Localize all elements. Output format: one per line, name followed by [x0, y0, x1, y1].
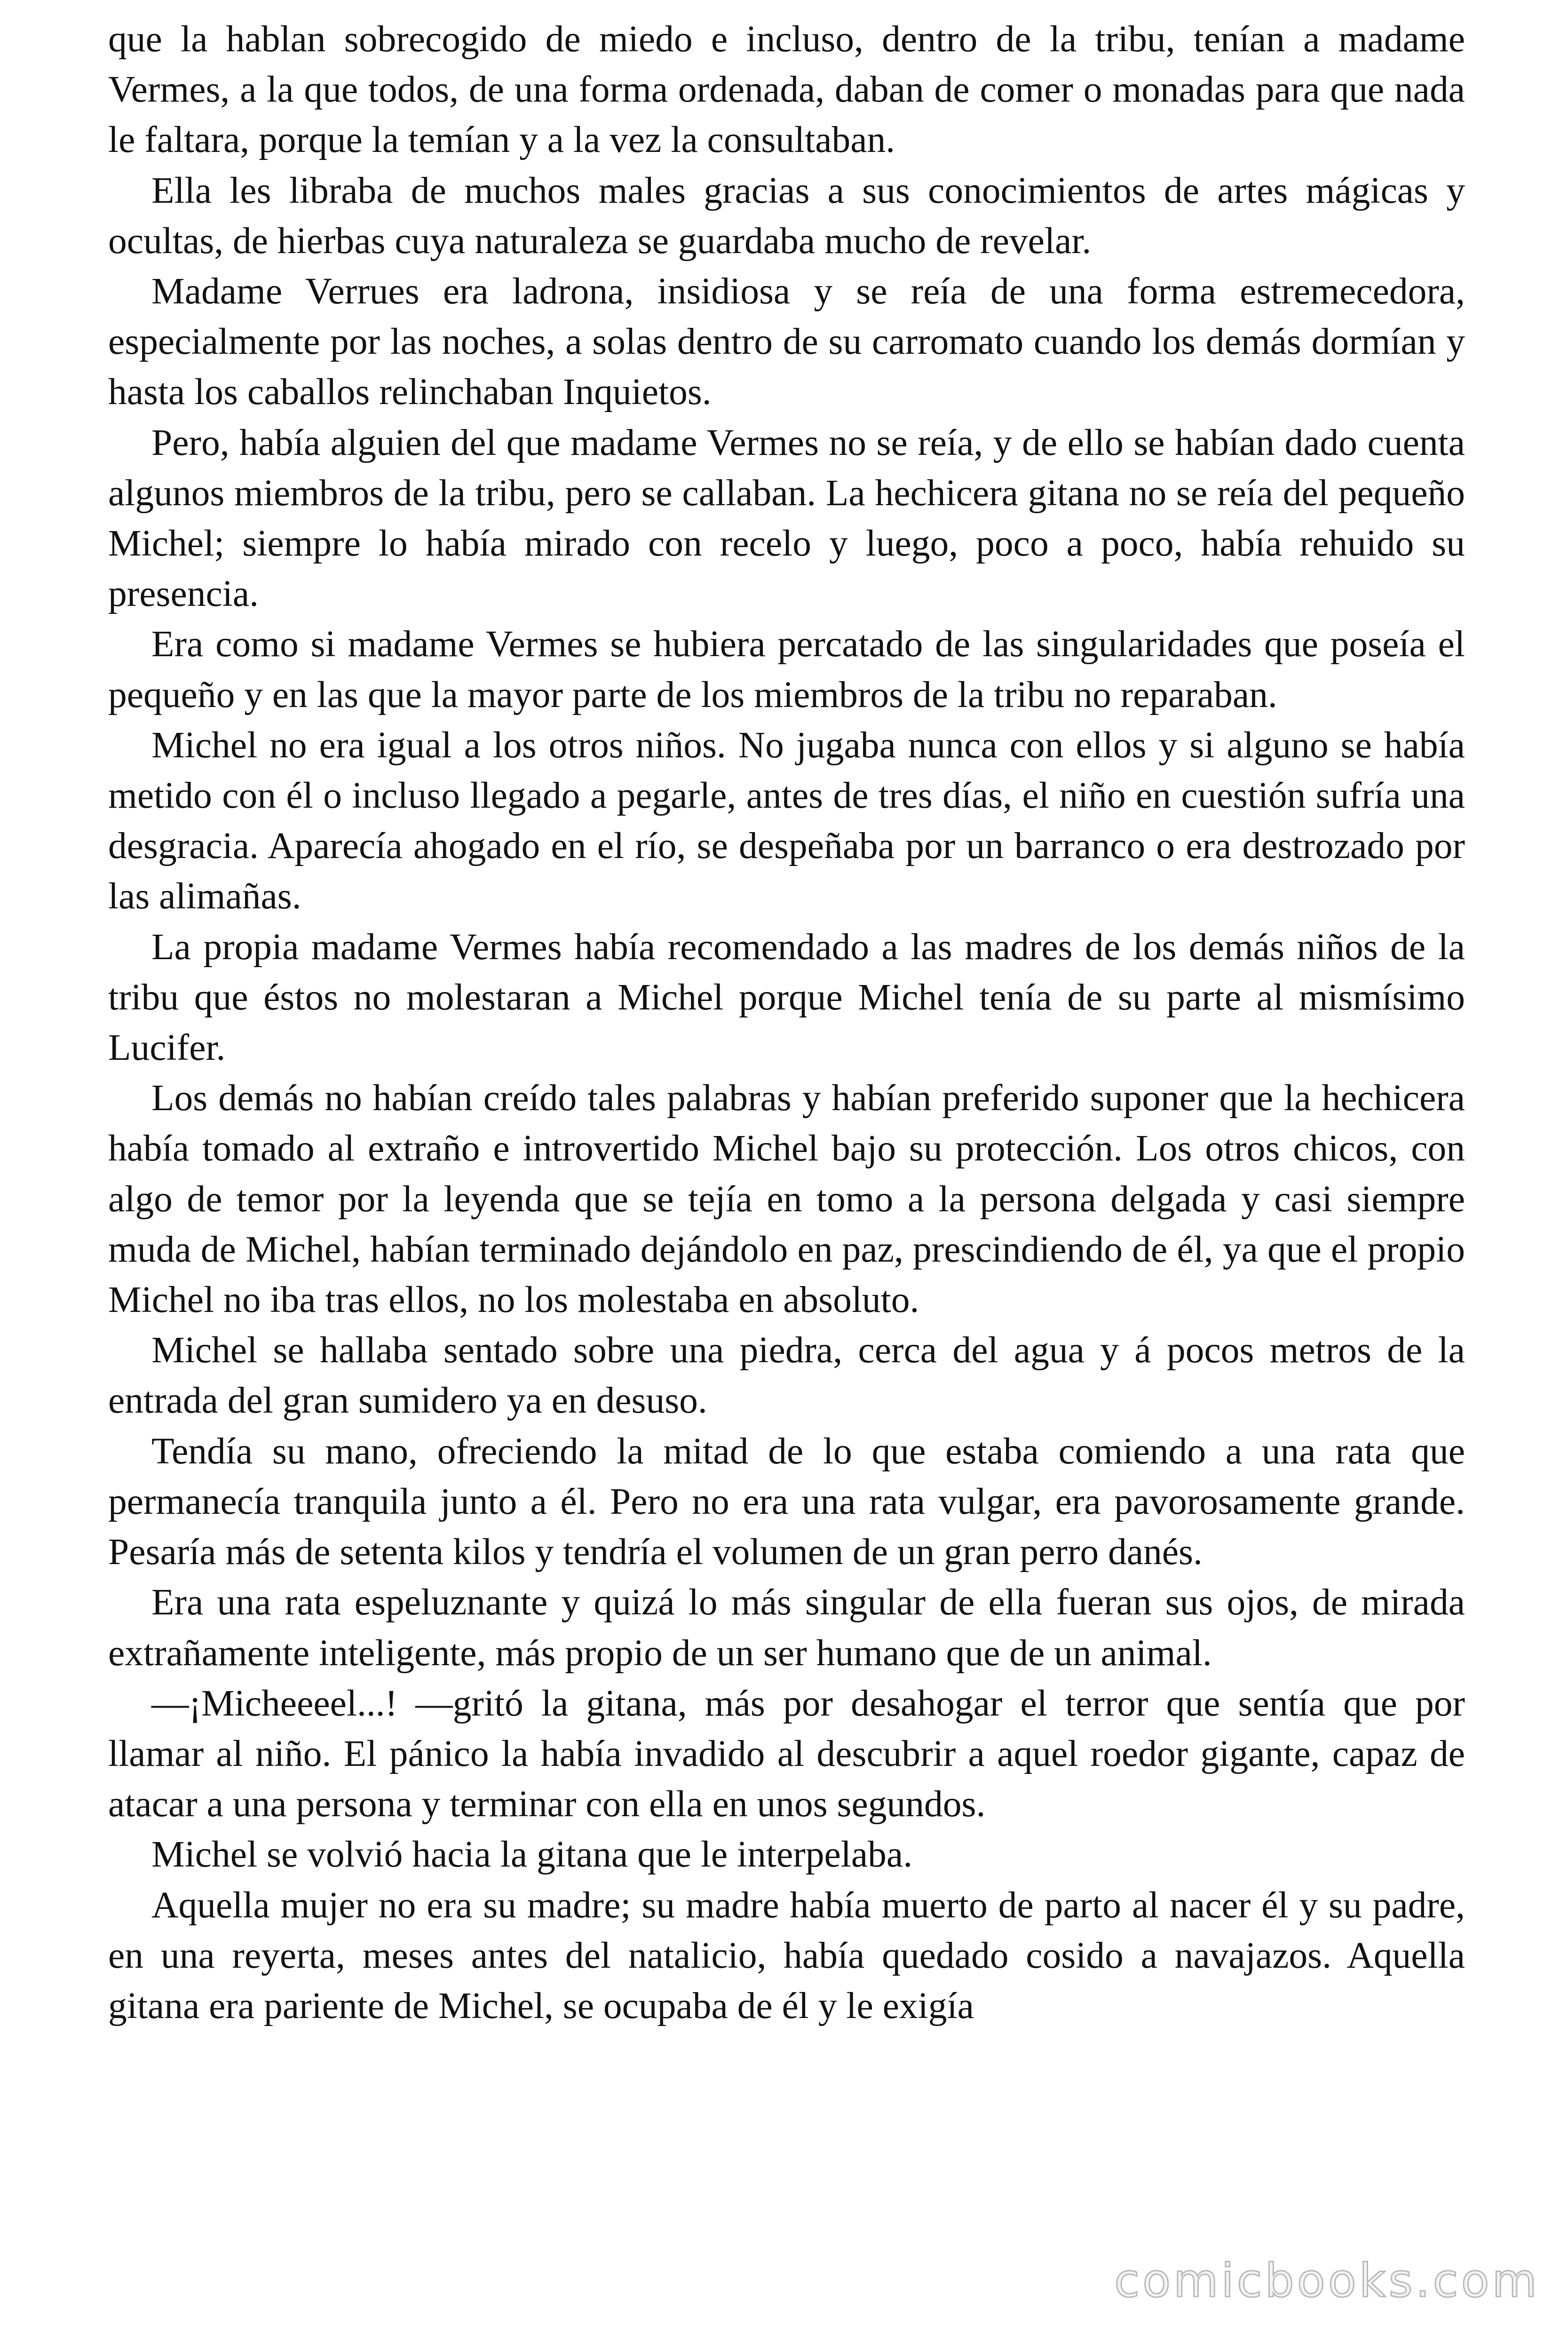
paragraph-7: La propia madame Vermes había recomendado a las madres de los demás niños de la tribu que éstos no molestaran a Michel porque Michel tenía de su parte al mismísimo Lucifer. — [108, 926, 1465, 1069]
paragraph-3: Madame Verrues era ladrona, insidiosa y se reía de una forma estremecedora, especialmente por las noches, a solas dentro de su carromato cuando los demás dormían y hasta los caballos relinchaban Inquietos. — [108, 270, 1465, 413]
book-page-text — [108, 14, 1465, 2031]
paragraph-6: Michel no era igual a los otros niños. No jugaba nunca con ellos y si alguno se había metido con él o incluso llegado a pegarle, antes de tres días, el niño en cuestión sufría una desgracia. Aparecía ahogado en el río, se despeñaba por un barranco o era destrozado por las alimañas. — [108, 724, 1465, 917]
paragraph-14: Aquella mujer no era su madre; su madre había muerto de parto al nacer él y su padre, en una reyerta, meses antes del natalicio, había quedado cosido a navajazos. Aquella gitana era pariente de Michel, se ocupaba de él y le exigía — [108, 1884, 1465, 2026]
paragraph-11: Era una rata espeluznante y quizá lo más singular de ella fueran sus ojos, de mirada extrañamente inteligente, más propio de un ser humano que de un animal. — [108, 1581, 1465, 1674]
paragraph-8: Los demás no habían creído tales palabras y habían preferido suponer que la hechicera había tomado al extraño e introvertido Michel bajo su protección. Los otros chicos, con algo de temor por la leyenda que se tejía en tomo a la persona delgada y casi siempre muda de Michel, habían terminado dejándolo en paz, prescindiendo de él, ya que el propio Michel no iba tras ellos, no los molestaba en absoluto. — [108, 1077, 1465, 1321]
paragraph-13: Michel se volvió hacia la gitana que le interpelaba. — [151, 1834, 913, 1875]
paragraph-1: que la hablan sobrecogido de miedo e incluso, dentro de la tribu, tenían a madame Vermes, a la que todos, de una forma ordenada, daban de comer o monadas para que nada le faltara, porque la temían y a la vez la consultaban. — [108, 18, 1465, 161]
paragraph-2: Ella les libraba de muchos males gracias a sus conocimientos de artes mágicas y ocultas, de hierbas cuya naturaleza se guardaba mucho de revelar. — [108, 169, 1465, 262]
watermark: comicbooks.com — [1114, 2254, 1540, 2308]
paragraph-5: Era como si madame Vermes se hubiera percatado de las singularidades que poseía el pequeño y en las que la mayor parte de los miembros de la tribu no reparaban. — [108, 623, 1465, 715]
paragraph-10: Tendía su mano, ofreciendo la mitad de lo que estaba comiendo a una rata que permanecía tranquila junto a él. Pero no era una rata vulgar, era pavorosamente grande. Pesaría más de setenta kilos y tendría el volumen de un gran perro danés. — [108, 1430, 1465, 1573]
paragraph-12: —¡Micheeeel...! —gritó la gitana, más por desahogar el terror que sentía que por llamar al niño. El pánico la había invadido al descubrir a aquel roedor gigante, capaz de atacar a una persona y terminar con ella en unos segundos. — [108, 1682, 1465, 1825]
paragraph-9: Michel se hallaba sentado sobre una piedra, cerca del agua y á pocos metros de la entrada del gran sumidero ya en desuso. — [108, 1329, 1465, 1422]
paragraph-4: Pero, había alguien del que madame Vermes no se reía, y de ello se habían dado cuenta algunos miembros de la tribu, pero se callaban. La hechicera gitana no se reía del pequeño Michel; siempre lo había mirado con recelo y luego, poco a poco, había rehuido su presencia. — [108, 421, 1465, 615]
